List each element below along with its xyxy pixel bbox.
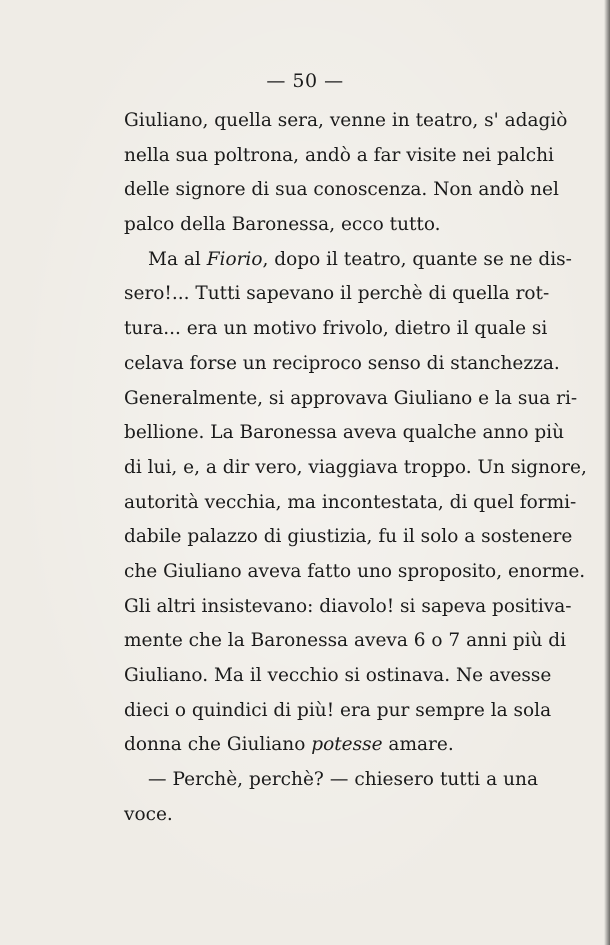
body-text [124, 104, 587, 832]
text-line: dieci o quindici di più! era pur sempre la sola [124, 699, 552, 721]
text-line: celava forse un reciproco senso di stanchezza. [124, 352, 560, 374]
text-line: dabile palazzo di giustizia, fu il solo a sostenere [124, 526, 573, 548]
text-line: Giuliano. Ma il vecchio si ostinava. Ne avesse [124, 665, 552, 686]
text-line: palco della Baronessa, ecco tutto. [124, 214, 441, 236]
text-line: voce. [124, 803, 173, 825]
text-line-italic: donna che Giuliano potesse amare. [124, 734, 454, 756]
text-line: Gli altri insistevano: diavolo! si sapeva positiva- [124, 595, 572, 617]
text-line: Giuliano, quella sera, venne in teatro, s' adagiò [124, 110, 568, 131]
text-line-italic: Ma al Fiorio, dopo il teatro, quante se ne dis- [148, 248, 572, 270]
text-line: tura... era un motivo frivolo, dietro il quale si [124, 318, 548, 340]
text-line: Generalmente, si approvava Giuliano e la sua ri- [124, 387, 578, 409]
text-line: delle signore di sua conoscenza. Non andò nel [124, 179, 559, 201]
italic-word: Fiorio [206, 248, 263, 270]
text-line: sero!... Tutti sapevano il perchè di quella rot- [124, 283, 550, 305]
text-line: bellione. La Baronessa aveva qualche anno più [124, 422, 565, 444]
text-line: di lui, e, a dir vero, viaggiava troppo. Un signore, [124, 456, 587, 478]
page-edge-shadow [604, 0, 610, 945]
italic-word: potesse [311, 734, 383, 756]
page-number: — 50 — [266, 70, 344, 92]
text-line: — Perchè, perchè? — chiesero tutti a una [148, 769, 538, 791]
text-line: mente che la Baronessa aveva 6 o 7 anni più di [124, 630, 567, 652]
text-line: nella sua poltrona, andò a far visite nei palchi [124, 144, 554, 166]
text-line: che Giuliano aveva fatto uno sproposito, enorme. [124, 560, 586, 582]
text-line: autorità vecchia, ma incontestata, di quel formi- [124, 491, 577, 513]
